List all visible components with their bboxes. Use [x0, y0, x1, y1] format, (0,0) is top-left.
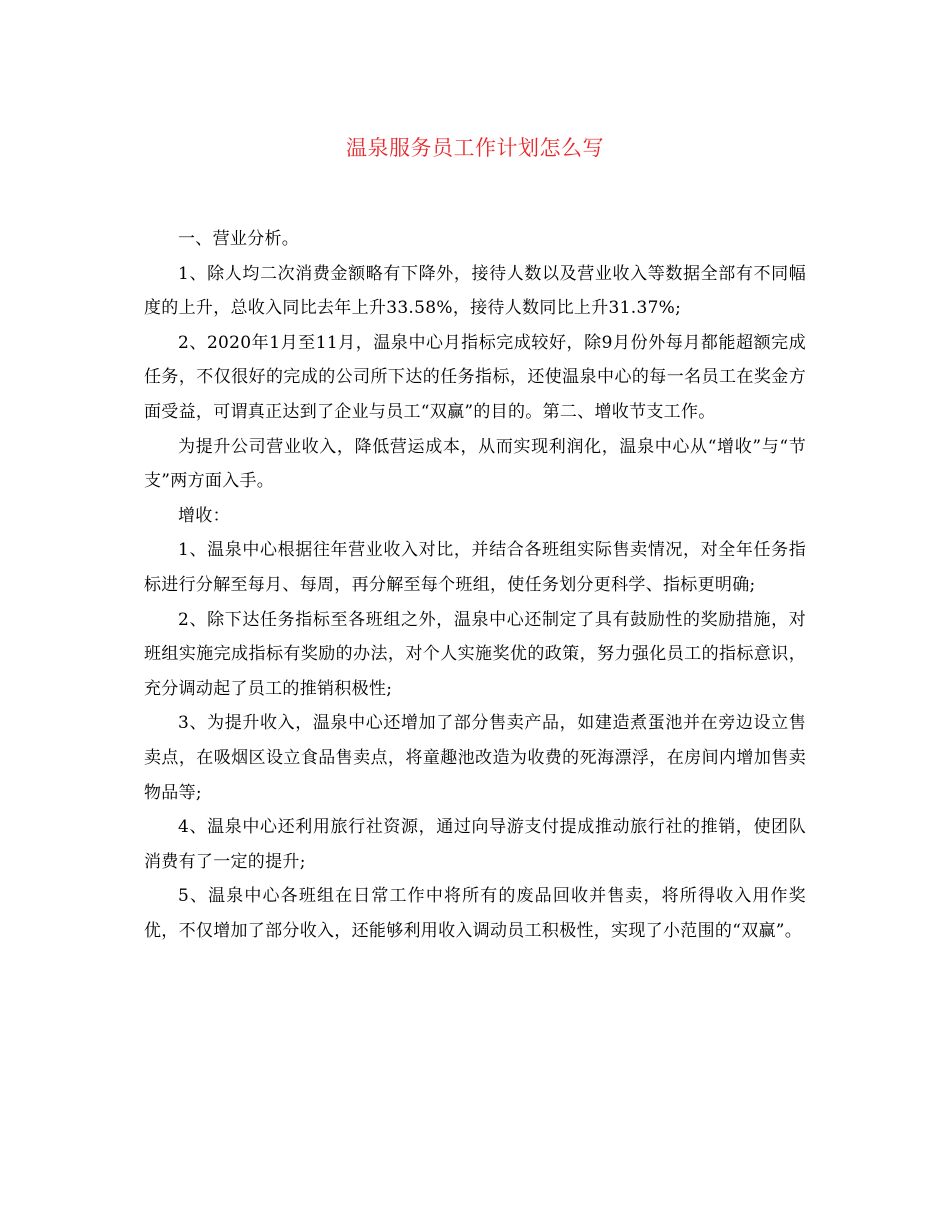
- paragraph-item-2: 2、2020年1月至11月，温泉中心月指标完成较好，除9月份外每月都能超额完成任务，不仅很好的完成的公司所下达的任务指标，还使温泉中心的每一名员工在奖金方面受益，可谓真正达到了企业与员工“双赢”的目的。第二、增收节支工作。: [144, 332, 806, 422]
- paragraph-income-4: 4、温泉中心还利用旅行社资源，通过向导游支付提成推动旅行社的推销，使团队消费有了一定的提升;: [144, 817, 806, 872]
- section-heading-business-analysis: 一、营业分析。: [178, 229, 300, 249]
- document-title: 温泉服务员工作计划怎么写: [346, 136, 604, 160]
- paragraph-income-3: 3、为提升收入，温泉中心还增加了部分售卖产品，如建造煮蛋池并在旁边设立售卖点，在吸烟区设立食品售卖点，将童趣池改造为收费的死海漂浮，在房间内增加售卖物品等;: [144, 713, 806, 803]
- paragraph-item-1: 1、除人均二次消费金额略有下降外，接待人数以及营业收入等数据全部有不同幅度的上升，总收入同比去年上升33.58%，接待人数同比上升31.37%;: [144, 263, 806, 319]
- subheading-increase-income: 增收：: [178, 505, 230, 526]
- paragraph-intro: 为提升公司营业收入，降低营运成本，从而实现利润化，温泉中心从“增收”与“节支”两方面入手。: [144, 436, 806, 492]
- paragraph-income-2: 2、除下达任务指标至各班组之外，温泉中心还制定了具有鼓励性的奖励措施，对班组实施完成指标有奖励的办法，对个人实施奖优的政策，努力强化员工的指标意识，充分调动起了员工的推销积极性;: [144, 609, 806, 699]
- paragraph-income-1: 1、温泉中心根据往年营业收入对比，并结合各班组实际售卖情况，对全年任务指标进行分解至每月、每周，再分解至每个班组，使任务划分更科学、指标更明确;: [144, 540, 806, 595]
- document-body: [144, 222, 806, 948]
- paragraph-income-5: 5、温泉中心各班组在日常工作中将所有的废品回收并售卖，将所得收入用作奖优，不仅增加了部分收入，还能够利用收入调动员工积极性，实现了小范围的“双赢”。: [144, 886, 806, 941]
